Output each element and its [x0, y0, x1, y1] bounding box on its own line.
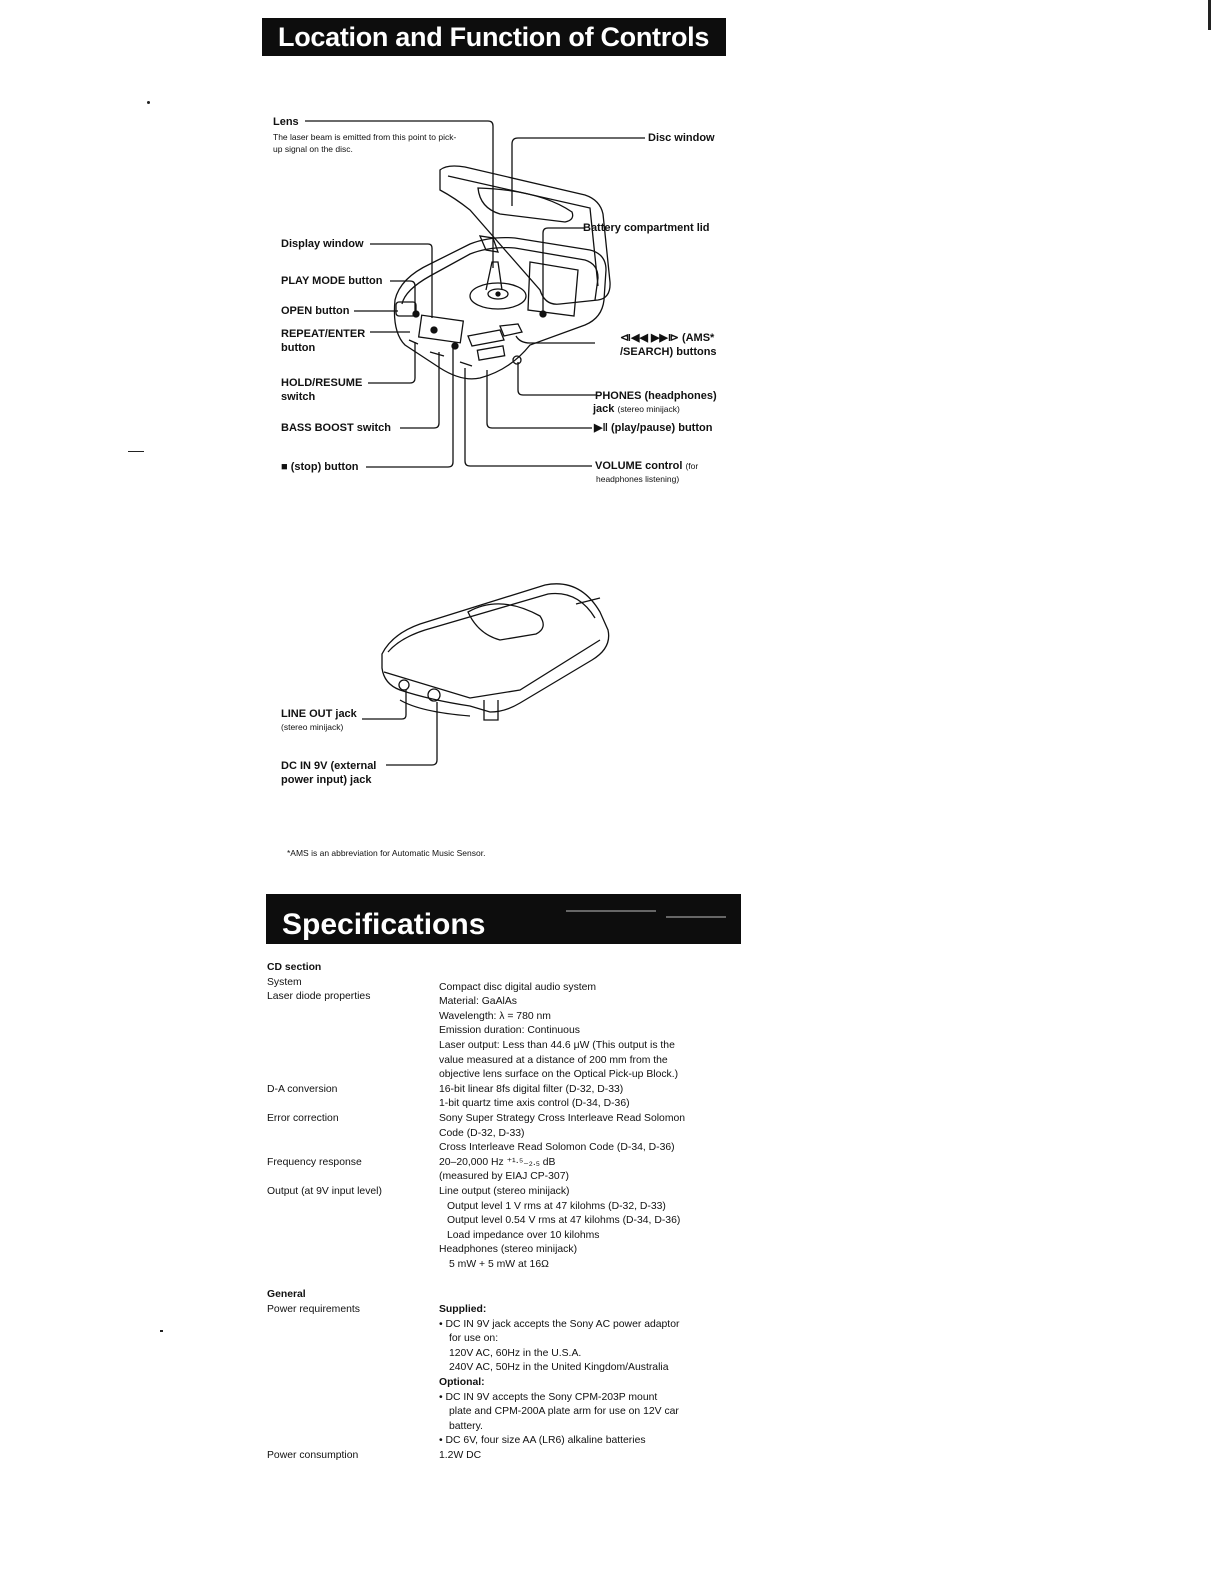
- label-play-mode: PLAY MODE button: [281, 275, 383, 287]
- scan-noise: [666, 916, 726, 918]
- spec-line: Line output (stereo minijack): [439, 1185, 570, 1197]
- spec-line: (measured by EIAJ CP-307): [439, 1171, 569, 1183]
- scan-edge-mark: [1208, 0, 1211, 30]
- label-hold-resume-2: switch: [281, 391, 316, 403]
- label-dc-in-2: power input) jack: [281, 774, 372, 786]
- lens-stem: [486, 262, 502, 290]
- spec-line: Cross Interleave Read Solomon Code (D-34, D-36): [439, 1142, 675, 1154]
- spec-value: [439, 1449, 737, 1464]
- specifications-title-text: Specifications: [282, 908, 486, 941]
- spec-key: Frequency response: [267, 1156, 362, 1168]
- spec-key: Output (at 9V input level): [267, 1185, 382, 1197]
- spec-line: Optional:: [439, 1377, 485, 1389]
- spec-line: 1-bit quartz time axis control (D-34, D-36): [439, 1098, 630, 1110]
- label-line-out: LINE OUT jack: [281, 708, 357, 720]
- label-volume: VOLUME control (for: [595, 460, 699, 472]
- scan-dash: [128, 451, 144, 452]
- ams-footnote: *AMS is an abbreviation for Automatic Music Sensor.: [287, 848, 486, 858]
- label-play-pause: ▶‖ (play/pause) button: [594, 422, 713, 434]
- spec-line: Output level 0.54 V rms at 47 kilohms (D-34, D-36): [447, 1215, 681, 1227]
- label-line-out-2: (stereo minijack): [281, 722, 344, 732]
- spec-line: for use on:: [449, 1333, 499, 1345]
- spec-row: [267, 990, 737, 1083]
- spec-value: [439, 1112, 737, 1156]
- label-ams: ⧏◀◀ ▶▶⧐ (AMS*: [620, 332, 715, 344]
- label-lens: Lens: [273, 116, 299, 128]
- label-open: OPEN button: [281, 305, 350, 317]
- spec-line: • DC IN 9V jack accepts the Sony AC power adaptor: [439, 1318, 680, 1330]
- scan-dot: [147, 101, 150, 104]
- scan-dot: [160, 1330, 163, 1332]
- spec-row: [267, 1112, 737, 1156]
- spec-value: [439, 1083, 737, 1112]
- spec-line: Material: GaAlAs: [439, 996, 517, 1008]
- spec-line: • DC 6V, four size AA (LR6) alkaline batteries: [439, 1435, 646, 1447]
- display-window-shape: [419, 315, 464, 343]
- spec-line: Emission duration: Continuous: [439, 1025, 580, 1037]
- spec-line: Compact disc digital audio system: [439, 981, 597, 993]
- scan-noise: [566, 910, 656, 912]
- spec-line: plate and CPM-200A plate arm for use on 12V car: [449, 1406, 679, 1418]
- spec-line: value measured at a distance of 200 mm from the: [439, 1054, 668, 1066]
- spec-line: 5 mW + 5 mW at 16Ω: [449, 1258, 549, 1270]
- spec-value: [439, 1156, 737, 1185]
- spec-row: [267, 1449, 737, 1464]
- specifications-body: [267, 961, 737, 1464]
- spec-line: 20–20,000 Hz ⁺¹·⁵₋₂.₅ dB: [439, 1156, 556, 1168]
- spec-line: battery.: [449, 1420, 483, 1432]
- label-repeat-enter: REPEAT/ENTER: [281, 328, 366, 340]
- label-ams-2: /SEARCH) buttons: [620, 346, 717, 358]
- spec-line: Wavelength: λ = 780 nm: [439, 1010, 551, 1022]
- label-volume-2: headphones listening): [596, 474, 680, 484]
- spec-key: D-A conversion: [267, 1083, 338, 1095]
- spec-value: [439, 1185, 737, 1273]
- spec-row: [267, 1156, 737, 1185]
- spec-line: objective lens surface on the Optical Pick-up Block.): [439, 1069, 679, 1081]
- label-dc-in: DC IN 9V (external: [281, 760, 377, 772]
- spec-key: Laser diode properties: [267, 991, 371, 1003]
- spec-key: Power requirements: [267, 1304, 360, 1316]
- spec-line: 120V AC, 60Hz in the U.S.A.: [449, 1347, 582, 1359]
- label-battery-lid: Battery compartment lid: [583, 222, 710, 234]
- spec-value: [439, 1303, 737, 1449]
- spec-line: Laser output: Less than 44.6 μW (This output is the: [439, 1039, 675, 1051]
- spec-line: Code (D-32, D-33): [439, 1127, 525, 1139]
- specifications-title: [266, 894, 741, 944]
- spec-row: [267, 1303, 737, 1449]
- spec-row: [267, 1083, 737, 1112]
- spec-key: System: [267, 976, 302, 988]
- label-repeat-enter-2: button: [281, 342, 316, 354]
- label-stop: ■ (stop) button: [281, 461, 359, 473]
- spec-line: Headphones (stereo minijack): [439, 1244, 578, 1256]
- label-phones-2: jack (stereo minijack): [593, 403, 680, 415]
- spec-line: Output level 1 V rms at 47 kilohms (D-32, D-33): [447, 1200, 666, 1212]
- spec-line: Supplied:: [439, 1304, 487, 1316]
- label-disc-window: Disc window: [648, 132, 715, 144]
- player-lid: [440, 166, 610, 304]
- spec-line: • DC IN 9V accepts the Sony CPM-203P mount: [439, 1391, 658, 1403]
- spec-key: Power consumption: [267, 1450, 359, 1461]
- controls-section-title: Location and Function of Controls: [262, 18, 726, 56]
- label-hold-resume: HOLD/RESUME: [281, 377, 363, 389]
- label-bass-boost: BASS BOOST switch: [281, 422, 392, 434]
- spec-key: Error correction: [267, 1112, 339, 1124]
- general-heading: General: [267, 1289, 306, 1301]
- lid-disc-window: [478, 188, 573, 222]
- closed-player-window: [468, 604, 543, 640]
- closed-player-body: [382, 584, 609, 712]
- spec-line: 1.2W DC: [439, 1450, 482, 1461]
- label-display-window: Display window: [281, 238, 364, 250]
- spec-line: Sony Super Strategy Cross Interleave Read Solomon: [439, 1112, 686, 1124]
- spec-value: [439, 990, 737, 1083]
- spec-line: Load impedance over 10 kilohms: [447, 1229, 600, 1241]
- label-lens-description: The laser beam is emitted from this point to pick-up signal on the disc.: [273, 132, 457, 154]
- spec-line: 240V AC, 50Hz in the United Kingdom/Australia: [449, 1362, 669, 1374]
- cd-section-heading: CD section: [267, 962, 322, 973]
- line-out-jack-shape: [399, 680, 409, 690]
- spec-line: 16-bit linear 8fs digital filter (D-32, D-33): [439, 1083, 624, 1095]
- label-phones: PHONES (headphones): [595, 390, 717, 402]
- spec-row: [267, 1185, 737, 1273]
